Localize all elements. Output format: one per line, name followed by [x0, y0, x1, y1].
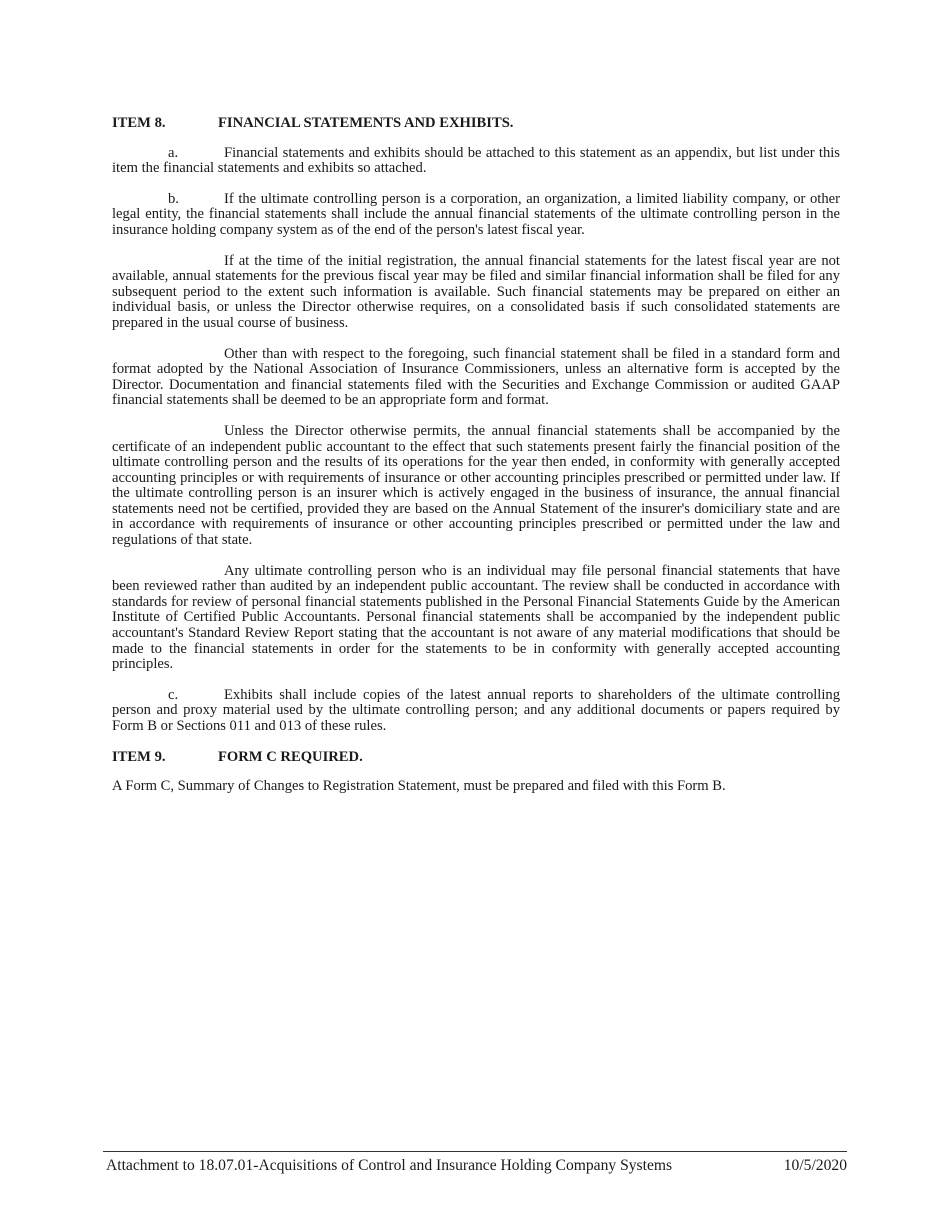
paragraph-b-letter: b. — [168, 190, 179, 207]
page-footer — [103, 1151, 847, 1175]
paragraph-personal-statements: Any ultimate controlling person who is an individual may file personal financial statements that have been reviewed rather than audited by an independent public accountant. The review shall be conducted in accordance with standards for review of personal financial statements published in the Personal Financial Statements Guide by the American Institute of Certified Public Accountants. Personal financial statements shall be accompanied by the independent public accountant's Standard Review Report stating that the accountant is not aware of any material modifications that should be made to the financial statements in order for the statements to be in conformity with generally accepted accounting principles. — [112, 562, 840, 673]
item-9-title: FORM C REQUIRED. — [218, 748, 363, 765]
item-9-heading — [112, 750, 840, 766]
paragraph-a — [112, 146, 840, 177]
paragraph-b — [112, 192, 840, 239]
paragraph-c — [112, 688, 840, 735]
document-body — [112, 116, 840, 810]
item-9-text: A Form C, Summary of Changes to Registration Statement, must be prepared and filed with this Form B. — [112, 778, 726, 795]
paragraph-b-text: If the ultimate controlling person is a corporation, an organization, a limited liability company, or other legal entity, the financial statements shall include the annual financial statements of the ultimate controlling person in the insurance holding company system as of the end of the person's latest fiscal year. — [112, 190, 840, 238]
item-8-title: FINANCIAL STATEMENTS AND EXHIBITS. — [218, 115, 514, 131]
paragraph-c-letter: c. — [168, 686, 179, 703]
paragraph-a-letter: a. — [168, 144, 179, 161]
paragraph-standard-form: Other than with respect to the foregoing, such financial statement shall be filed in a standard form and format adopted by the National Association of Insurance Commissioners, unless an alternative form is accepted by the Director. Documentation and financial statements filed with the Securities and Exchange Commission or audited GAAP financial statements shall be deemed to be an appropriate form and format. — [112, 345, 840, 409]
item-9-number: ITEM 9. — [112, 748, 166, 765]
paragraph-initial-registration: If at the time of the initial registration, the annual financial statements for the latest fiscal year are not available, annual statements for the previous fiscal year may be filed and similar financial information shall be filed for any subsequent period to the extent such information is available. Such financial statements may be prepared on either an individual basis, or unless the Director otherwise requires, on a consolidated basis if such consolidated statements are prepared in the usual course of business. — [112, 252, 840, 331]
footer-date: 10/5/2020 — [783, 1157, 847, 1174]
footer-title: Attachment to 18.07.01-Acquisitions of Control and Insurance Holding Company Systems — [106, 1157, 673, 1174]
item-8-heading — [112, 116, 840, 132]
paragraph-certificate: Unless the Director otherwise permits, the annual financial statements shall be accompanied by the certificate of an independent public accountant to the effect that such statements present fairly the financial position of the ultimate controlling person and the results of its operations for the year then ended, in conformity with generally accepted accounting principles or with requirements of insurance or other accounting principles prescribed or permitted under law. If the ultimate controlling person is an insurer which is actively engaged in the business of insurance, the annual financial statements need not be certified, provided they are based on the Annual Statement of the insurer's domiciliary state and are in accordance with requirements of insurance or other accounting principles prescribed or permitted under the law and regulations of that state. — [112, 422, 840, 549]
paragraph-a-text: Financial statements and exhibits should be attached to this statement as an appendix, but list under this item the financial statements and exhibits so attached. — [112, 144, 840, 177]
paragraph-c-text: Exhibits shall include copies of the latest annual reports to shareholders of the ultimate controlling person and proxy material used by the ultimate controlling person; and any additional documents or papers required by Form B or Sections 011 and 013 of these rules. — [112, 686, 840, 734]
item-8-number: ITEM 8. — [112, 115, 166, 131]
